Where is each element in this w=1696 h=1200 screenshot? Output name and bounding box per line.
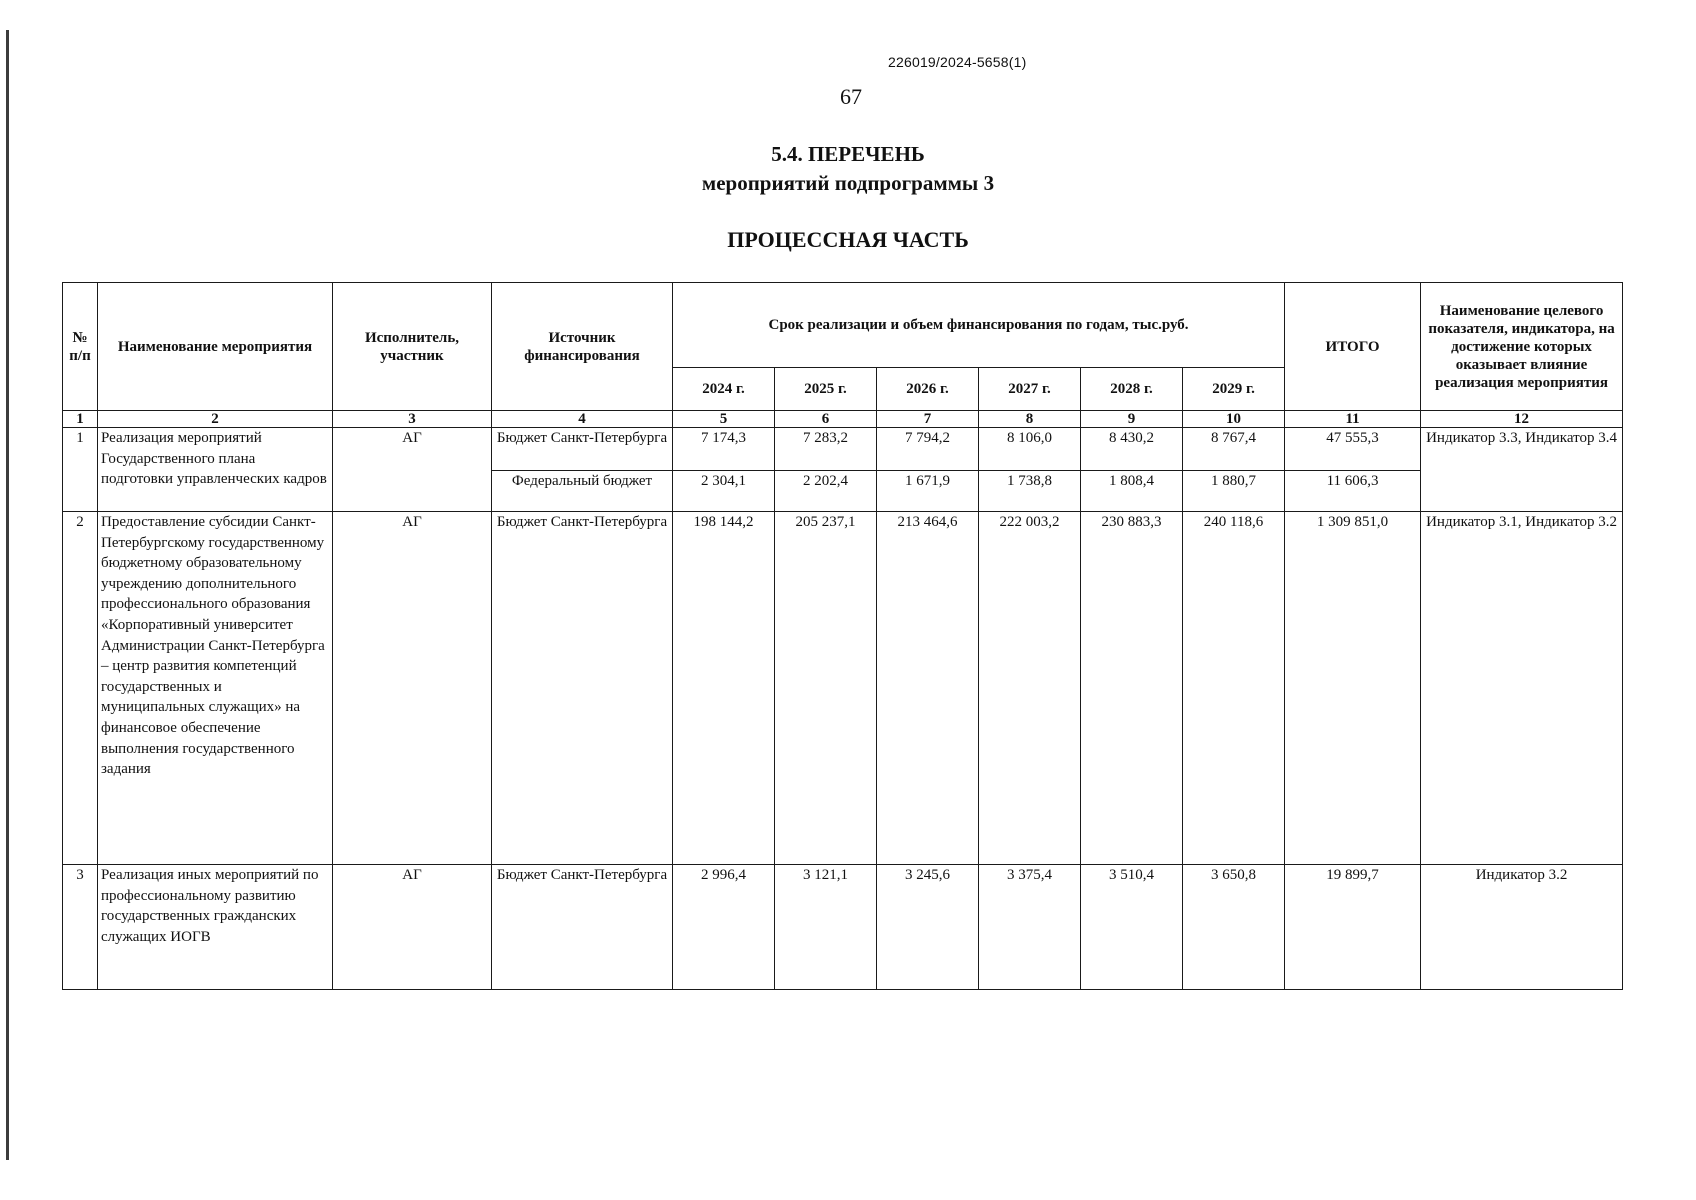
document-subtitle: мероприятий подпрограммы 3: [701, 171, 995, 195]
year-value: 205 237,1: [775, 512, 877, 865]
column-number: 2: [98, 411, 333, 428]
year-value: 1 671,9: [877, 471, 979, 512]
scan-edge-mark: [6, 30, 9, 1160]
table-header-row: [63, 283, 1623, 368]
total-value: 19 899,7: [1285, 865, 1421, 990]
measure-name: Предоставление субсидии Санкт-Петербургскому государственному бюджетному образовательному учреждению дополнительного профессионального образования «Корпоративный университет Администрации Санкт-Петербурга – центр развития компетенций государственных и муниципальных служащих» на финансовое обеспечение выполнения государственного задания: [98, 512, 333, 865]
row-num: 3: [63, 865, 98, 990]
column-number: 10: [1183, 411, 1285, 428]
column-number: 11: [1285, 411, 1421, 428]
column-number: 4: [492, 411, 673, 428]
year-value: 7 794,2: [877, 428, 979, 471]
year-value: 2 304,1: [673, 471, 775, 512]
column-number: 9: [1081, 411, 1183, 428]
executor: АГ: [333, 865, 492, 990]
table-row: [63, 865, 1623, 990]
year-value: 3 650,8: [1183, 865, 1285, 990]
header-name: Наименование мероприятия: [98, 283, 333, 411]
measure-name: Реализация мероприятий Государственного плана подготовки управленческих кадров: [98, 428, 333, 512]
table-row: [63, 512, 1623, 865]
total-value: 11 606,3: [1285, 471, 1421, 512]
header-num: № п/п: [63, 283, 98, 411]
year-value: 1 880,7: [1183, 471, 1285, 512]
year-value: 8 106,0: [979, 428, 1081, 471]
header-indicator: Наименование целевого показателя, индикатора, на достижение которых оказывает влияние реализация мероприятия: [1421, 283, 1623, 411]
measure-name: Реализация иных мероприятий по профессиональному развитию государственных гражданских служащих ИОГВ: [98, 865, 333, 990]
table-row: [63, 428, 1623, 471]
year-value: 213 464,6: [877, 512, 979, 865]
header-total: ИТОГО: [1285, 283, 1421, 411]
executor: АГ: [333, 428, 492, 512]
row-num: 2: [63, 512, 98, 865]
funding-source: Бюджет Санкт-Петербурга: [492, 428, 673, 471]
indicator-cell: Индикатор 3.2: [1421, 865, 1623, 990]
year-value: 7 174,3: [673, 428, 775, 471]
header-executor: Исполнитель, участник: [333, 283, 492, 411]
header-year: 2024 г.: [673, 368, 775, 411]
funding-source: Бюджет Санкт-Петербурга: [492, 512, 673, 865]
funding-source: Бюджет Санкт-Петербурга: [492, 865, 673, 990]
year-value: 2 996,4: [673, 865, 775, 990]
document-title: 5.4. ПЕРЕЧЕНЬ: [771, 142, 925, 166]
header-year: 2026 г.: [877, 368, 979, 411]
year-value: 8 430,2: [1081, 428, 1183, 471]
year-value: 222 003,2: [979, 512, 1081, 865]
year-value: 198 144,2: [673, 512, 775, 865]
header-source: Источник финансирования: [492, 283, 673, 411]
header-period: Срок реализации и объем финансирования по годам, тыс.руб.: [673, 283, 1285, 368]
column-number: 7: [877, 411, 979, 428]
total-value: 1 309 851,0: [1285, 512, 1421, 865]
funding-source: Федеральный бюджет: [492, 471, 673, 512]
indicator-cell: Индикатор 3.3, Индикатор 3.4: [1421, 428, 1623, 512]
row-num: 1: [63, 428, 98, 512]
column-number: 6: [775, 411, 877, 428]
section-title: ПРОЦЕССНАЯ ЧАСТЬ: [727, 227, 969, 252]
year-value: 3 375,4: [979, 865, 1081, 990]
document-id: 226019/2024-5658(1): [888, 54, 1027, 70]
page-number: 67: [840, 84, 862, 109]
header-year: 2029 г.: [1183, 368, 1285, 411]
header-year: 2028 г.: [1081, 368, 1183, 411]
executor: АГ: [333, 512, 492, 865]
measures-table: [62, 282, 1623, 990]
column-number: 8: [979, 411, 1081, 428]
year-value: 240 118,6: [1183, 512, 1285, 865]
column-number: 12: [1421, 411, 1623, 428]
total-value: 47 555,3: [1285, 428, 1421, 471]
indicator-cell: Индикатор 3.1, Индикатор 3.2: [1421, 512, 1623, 865]
year-value: 3 121,1: [775, 865, 877, 990]
year-value: 7 283,2: [775, 428, 877, 471]
column-number: 1: [63, 411, 98, 428]
year-value: 3 245,6: [877, 865, 979, 990]
year-value: 1 738,8: [979, 471, 1081, 512]
column-number-row: [63, 411, 1623, 428]
column-number: 3: [333, 411, 492, 428]
column-number: 5: [673, 411, 775, 428]
header-year: 2027 г.: [979, 368, 1081, 411]
year-value: 1 808,4: [1081, 471, 1183, 512]
year-value: 230 883,3: [1081, 512, 1183, 865]
year-value: 8 767,4: [1183, 428, 1285, 471]
year-value: 2 202,4: [775, 471, 877, 512]
header-year: 2025 г.: [775, 368, 877, 411]
year-value: 3 510,4: [1081, 865, 1183, 990]
